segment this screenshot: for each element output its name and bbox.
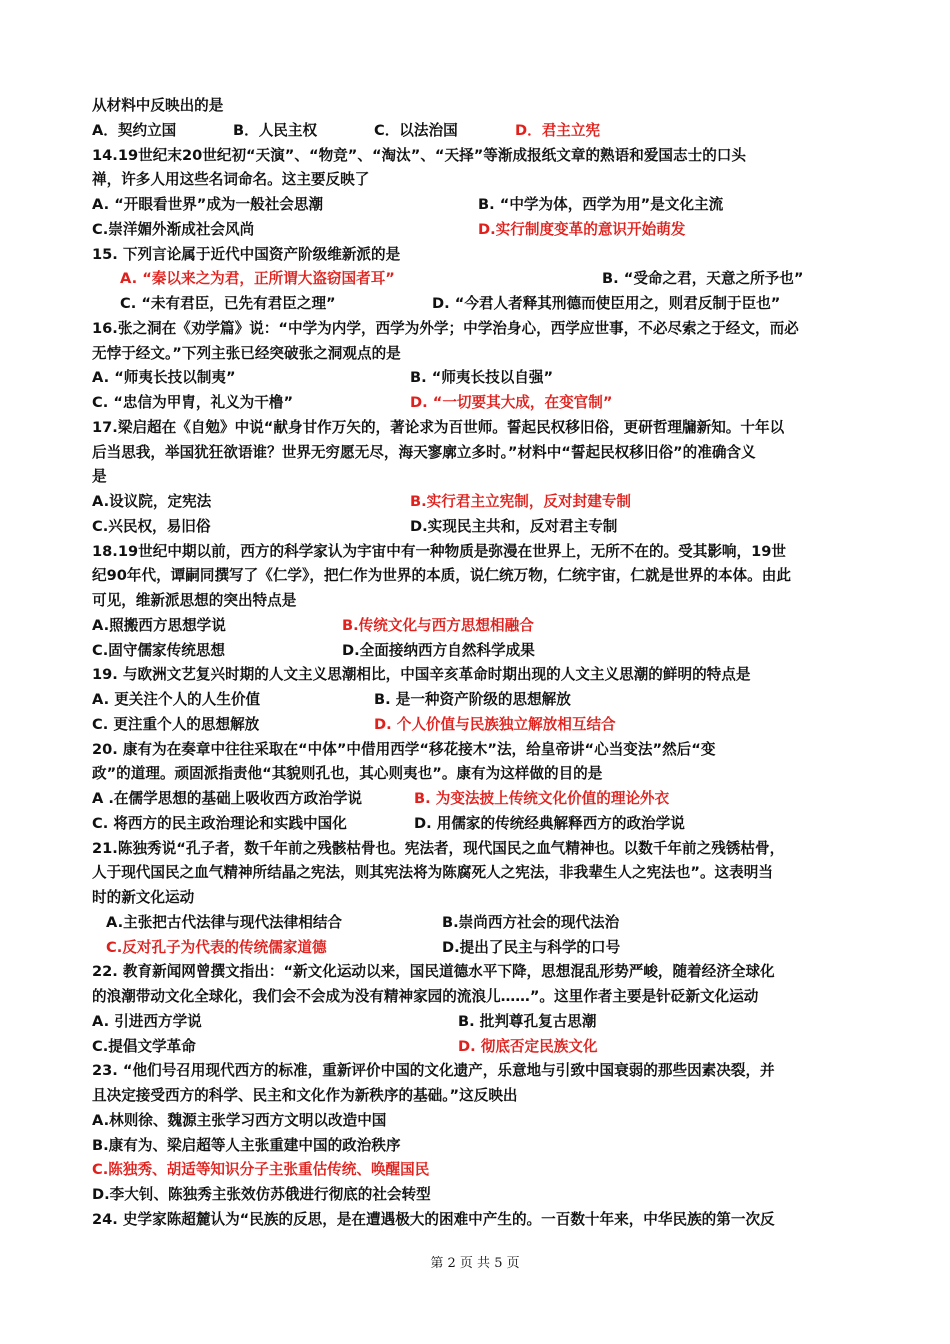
text-segment: 23. “他们号召用现代西方的标准，重新评价中国的文化遗产，乐意地与引致中国衰弱的那些因素决裂，并 xyxy=(92,1062,775,1080)
text-segment: 的浪潮带动文化全球化，我们会不会成为没有精神家园的流浪儿……”。这里作者主要是针砭新文化运动 xyxy=(92,988,759,1005)
answer-option: D. “今君人者释其刑德而使臣用之，则君反制于臣也” xyxy=(432,295,781,312)
text-line xyxy=(92,1208,872,1233)
text-line xyxy=(92,416,872,441)
text-segment: 政”的道理。顽固派指责他“其貌则孔也，其心则夷也”。康有为这样做的目的是 xyxy=(92,765,603,783)
text-line xyxy=(92,1134,872,1159)
answer-option: B.传统文化与西方思想相融合 xyxy=(342,616,534,634)
answer-option: A. “秦以来之为君，正所谓大盗窃国者耳” xyxy=(120,270,395,288)
answer-option: C.提倡文学革命 xyxy=(92,1037,196,1055)
text-segment: 从材料中反映出的是 xyxy=(92,97,224,114)
answer-option: C. “未有君臣，已先有君臣之理” xyxy=(120,295,336,312)
text-segment: 人于现代国民之血气精神所结晶之宪法，则其宪法将为陈腐死人之宪法，非我辈生人之宪法也”。这表明当 xyxy=(92,864,773,882)
text-segment: 15. 下列言论属于近代中国资产阶级维新派的是 xyxy=(92,245,401,263)
text-line xyxy=(92,490,872,515)
text-line xyxy=(92,168,872,193)
answer-option: A .在儒学思想的基础上吸收西方政治学说 xyxy=(92,790,363,807)
answer-option: B.实行君主立宪制，反对封建专制 xyxy=(410,493,631,510)
text-segment: A.林则徐、魏源主张学习西方文明以改造中国 xyxy=(92,1111,387,1129)
text-line xyxy=(92,94,872,119)
text-segment: 纪90年代，谭嗣同撰写了《仁学》，把仁作为世界的本质，说仁统万物，仁统宇宙，仁就是世界的本体。由此 xyxy=(92,567,791,585)
answer-option: A. “师夷长技以制夷” xyxy=(92,369,236,387)
text-line xyxy=(92,1059,872,1084)
text-line xyxy=(92,911,872,936)
text-line xyxy=(92,1010,872,1035)
text-line xyxy=(92,812,872,837)
answer-option: D. 用儒家的传统经典解释西方的政治学说 xyxy=(414,814,685,832)
text-line xyxy=(92,985,872,1010)
text-segment: 后当思我，举国犹狂欲语谁？世界无穷愿无尽，海天寥廓立多时。”材料中“誓起民权移旧俗”的准确含义 xyxy=(92,443,756,461)
text-line xyxy=(92,243,872,268)
answer-option: C. 将西方的民主政治理论和实践中国化 xyxy=(92,814,347,832)
answer-option: D.提出了民主与科学的口号 xyxy=(442,938,621,956)
text-line xyxy=(92,193,872,218)
answer-option: B. 批判尊孔复古思潮 xyxy=(458,1012,597,1030)
text-segment: 18.19世纪中期以前，西方的科学家认为宇宙中有一种物质是弥漫在世界上，无所不在的。受其影响，19世 xyxy=(92,542,787,560)
text-segment: 禅，许多人用这些名词命名。这主要反映了 xyxy=(92,171,370,189)
text-line xyxy=(92,663,872,688)
text-line xyxy=(92,688,872,713)
text-line xyxy=(92,441,872,466)
answer-option: C. 更注重个人的思想解放 xyxy=(92,715,260,733)
text-line xyxy=(92,886,872,911)
text-segment: D.李大钊、陈独秀主张效仿苏俄进行彻底的社会转型 xyxy=(92,1186,431,1203)
text-line xyxy=(92,1109,872,1134)
text-line xyxy=(92,614,872,639)
text-segment: 16.张之洞在《劝学篇》说：“中学为内学，西学为外学；中学治身心，西学应世事，不必尽索之于经文，而必 xyxy=(92,319,799,337)
answer-option: D.实现民主共和，反对君主专制 xyxy=(410,517,618,535)
answer-option: D.全面接纳西方自然科学成果 xyxy=(342,641,535,659)
text-line xyxy=(92,1084,872,1109)
answer-option: D.实行制度变革的意识开始萌发 xyxy=(478,220,686,238)
text-segment: C.陈独秀、胡适等知识分子主张重估传统、唤醒国民 xyxy=(92,1161,430,1179)
answer-option: C.反对孔子为代表的传统儒家道德 xyxy=(106,938,327,956)
answer-option: D. 彻底否定民族文化 xyxy=(458,1037,598,1055)
text-line xyxy=(92,1035,872,1060)
answer-option: B. 为变法披上传统文化价值的理论外衣 xyxy=(414,790,670,807)
answer-option: C.固守儒家传统思想 xyxy=(92,641,226,659)
answer-option: D. 个人价值与民族独立解放相互结合 xyxy=(374,715,616,733)
answer-option: B. “中学为体，西学为用”是文化主流 xyxy=(478,196,724,213)
text-line xyxy=(92,144,872,169)
text-line xyxy=(92,119,872,144)
answer-option: D．君主立宪 xyxy=(515,121,601,139)
text-segment: 无悖于经文。”下列主张已经突破张之洞观点的是 xyxy=(92,344,401,362)
answer-option: C.兴民权，易旧俗 xyxy=(92,517,211,535)
text-segment: 时的新文化运动 xyxy=(92,889,195,906)
answer-option: D. “一切要其大成，在变官制” xyxy=(410,394,613,411)
answer-option: B．人民主权 xyxy=(233,121,318,139)
answer-option: C．以法治国 xyxy=(374,121,458,139)
answer-option: A. 引进西方学说 xyxy=(92,1012,202,1030)
text-line xyxy=(92,540,872,565)
text-line xyxy=(92,564,872,589)
text-segment: B.康有为、梁启超等人主张重建中国的政治秩序 xyxy=(92,1136,401,1154)
text-line xyxy=(92,738,872,763)
text-line xyxy=(92,292,872,317)
answer-option: B. 是一种资产阶级的思想解放 xyxy=(374,691,571,708)
text-line xyxy=(92,515,872,540)
text-line xyxy=(92,317,872,342)
text-line xyxy=(92,1158,872,1183)
text-segment: 19. 与欧洲文艺复兴时期的人文主义思潮相比，中国辛亥革命时期出现的人文主义思潮的鲜明的特点是 xyxy=(92,666,751,684)
answer-option: A.照搬西方思想学说 xyxy=(92,616,226,634)
answer-option: C.崇洋媚外渐成社会风尚 xyxy=(92,220,255,238)
text-line xyxy=(92,342,872,367)
document-page xyxy=(92,94,872,1233)
text-line xyxy=(92,267,872,292)
text-segment: 20. 康有为在奏章中往往采取在“中体”中借用西学“移花接木”法，给皇帝讲“心当变法”然后“变 xyxy=(92,740,716,758)
text-line xyxy=(92,960,872,985)
text-segment: 24. 史学家陈超麓认为“民族的反思，是在遭遇极大的困难中产生的。一百数十年来，中华民族的第一次反 xyxy=(92,1210,775,1228)
text-line xyxy=(92,713,872,738)
answer-option: A.主张把古代法律与现代法律相结合 xyxy=(106,913,343,931)
text-line xyxy=(92,787,872,812)
answer-option: B. “师夷长技以自强” xyxy=(410,369,554,387)
answer-option: A.设议院，定宪法 xyxy=(92,493,212,510)
text-line xyxy=(92,465,872,490)
text-line xyxy=(92,936,872,961)
text-line xyxy=(92,837,872,862)
text-segment: 17.梁启超在《自勉》中说“献身甘作万矢的，著论求为百世师。誓起民权移旧俗，更研哲理牖新知。十年以 xyxy=(92,418,785,436)
page-footer: 第 2 页 共 5 页 xyxy=(430,1256,520,1271)
text-segment: 可见，维新派思想的突出特点是 xyxy=(92,592,297,609)
text-segment: 22. 教育新闻网曾撰文指出：“新文化运动以来，国民道德水平下降，思想混乱形势严峻，随着经济全球化 xyxy=(92,963,775,981)
answer-option: A. “开眼看世界”成为一般社会思潮 xyxy=(92,196,324,213)
answer-option: B.崇尚西方社会的现代法治 xyxy=(442,913,620,931)
text-segment: 14.19世纪末20世纪初“天演”、“物竞”、“淘汰”、“天择”等渐成报纸文章的熟语和爱国志士的口头 xyxy=(92,146,746,164)
text-line xyxy=(92,639,872,664)
text-segment: 是 xyxy=(92,468,107,486)
text-line xyxy=(92,218,872,243)
answer-option: C. “忠信为甲胄，礼义为干橹” xyxy=(92,394,294,411)
text-line xyxy=(92,366,872,391)
text-line xyxy=(92,391,872,416)
answer-option: B. “受命之君，天意之所予也” xyxy=(602,270,804,288)
text-segment: 21.陈独秀说“孔子者，数千年前之残骸枯骨也。宪法者，现代国民之血气精神也。以数千年前之残锈枯骨， xyxy=(92,839,785,857)
text-line xyxy=(92,589,872,614)
text-segment: 且决定接受西方的科学、民主和文化作为新秩序的基础。”这反映出 xyxy=(92,1087,518,1104)
answer-option: A. 更关注个人的人生价值 xyxy=(92,691,261,708)
text-line xyxy=(92,762,872,787)
text-line xyxy=(92,1183,872,1208)
answer-option: A．契约立国 xyxy=(92,121,177,139)
text-line xyxy=(92,861,872,886)
